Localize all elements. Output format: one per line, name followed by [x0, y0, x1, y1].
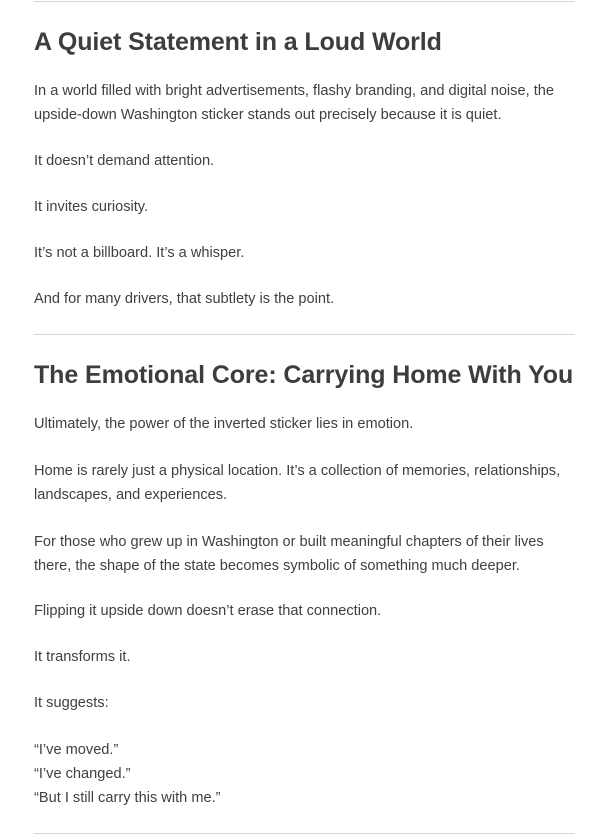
paragraph: In a world filled with bright advertisements, flashy branding, and digital noise, the upside-down Washington sticker stands out precisely because it is quiet.	[34, 83, 554, 123]
quote-block	[34, 738, 582, 810]
paragraph: It transforms it.	[34, 649, 131, 665]
paragraph: Home is rarely just a physical location. It’s a collection of memories, relationships, landscapes, and experiences.	[34, 463, 561, 503]
top-divider	[34, 1, 575, 2]
bottom-divider	[34, 833, 575, 834]
paragraph: It invites curiosity.	[34, 199, 149, 215]
quote-line: “I’ve moved.”	[34, 742, 119, 758]
paragraph: For those who grew up in Washington or built meaningful chapters of their lives there, the shape of the state becomes symbolic of something much deeper.	[34, 534, 544, 574]
section-divider	[34, 334, 575, 335]
paragraph: And for many drivers, that subtlety is the point.	[34, 291, 335, 307]
paragraph: It suggests:	[34, 695, 109, 711]
quote-line: “But I still carry this with me.”	[34, 790, 221, 806]
paragraph: Ultimately, the power of the inverted sticker lies in emotion.	[34, 416, 414, 432]
paragraph: It’s not a billboard. It’s a whisper.	[34, 245, 245, 261]
paragraph: It doesn’t demand attention.	[34, 153, 215, 169]
quote-line: “I’ve changed.”	[34, 766, 131, 782]
section-heading-emotional-core: The Emotional Core: Carrying Home With You	[34, 361, 574, 389]
paragraph: Flipping it upside down doesn’t erase that connection.	[34, 603, 382, 619]
section-heading-quiet-statement: A Quiet Statement in a Loud World	[34, 28, 442, 56]
